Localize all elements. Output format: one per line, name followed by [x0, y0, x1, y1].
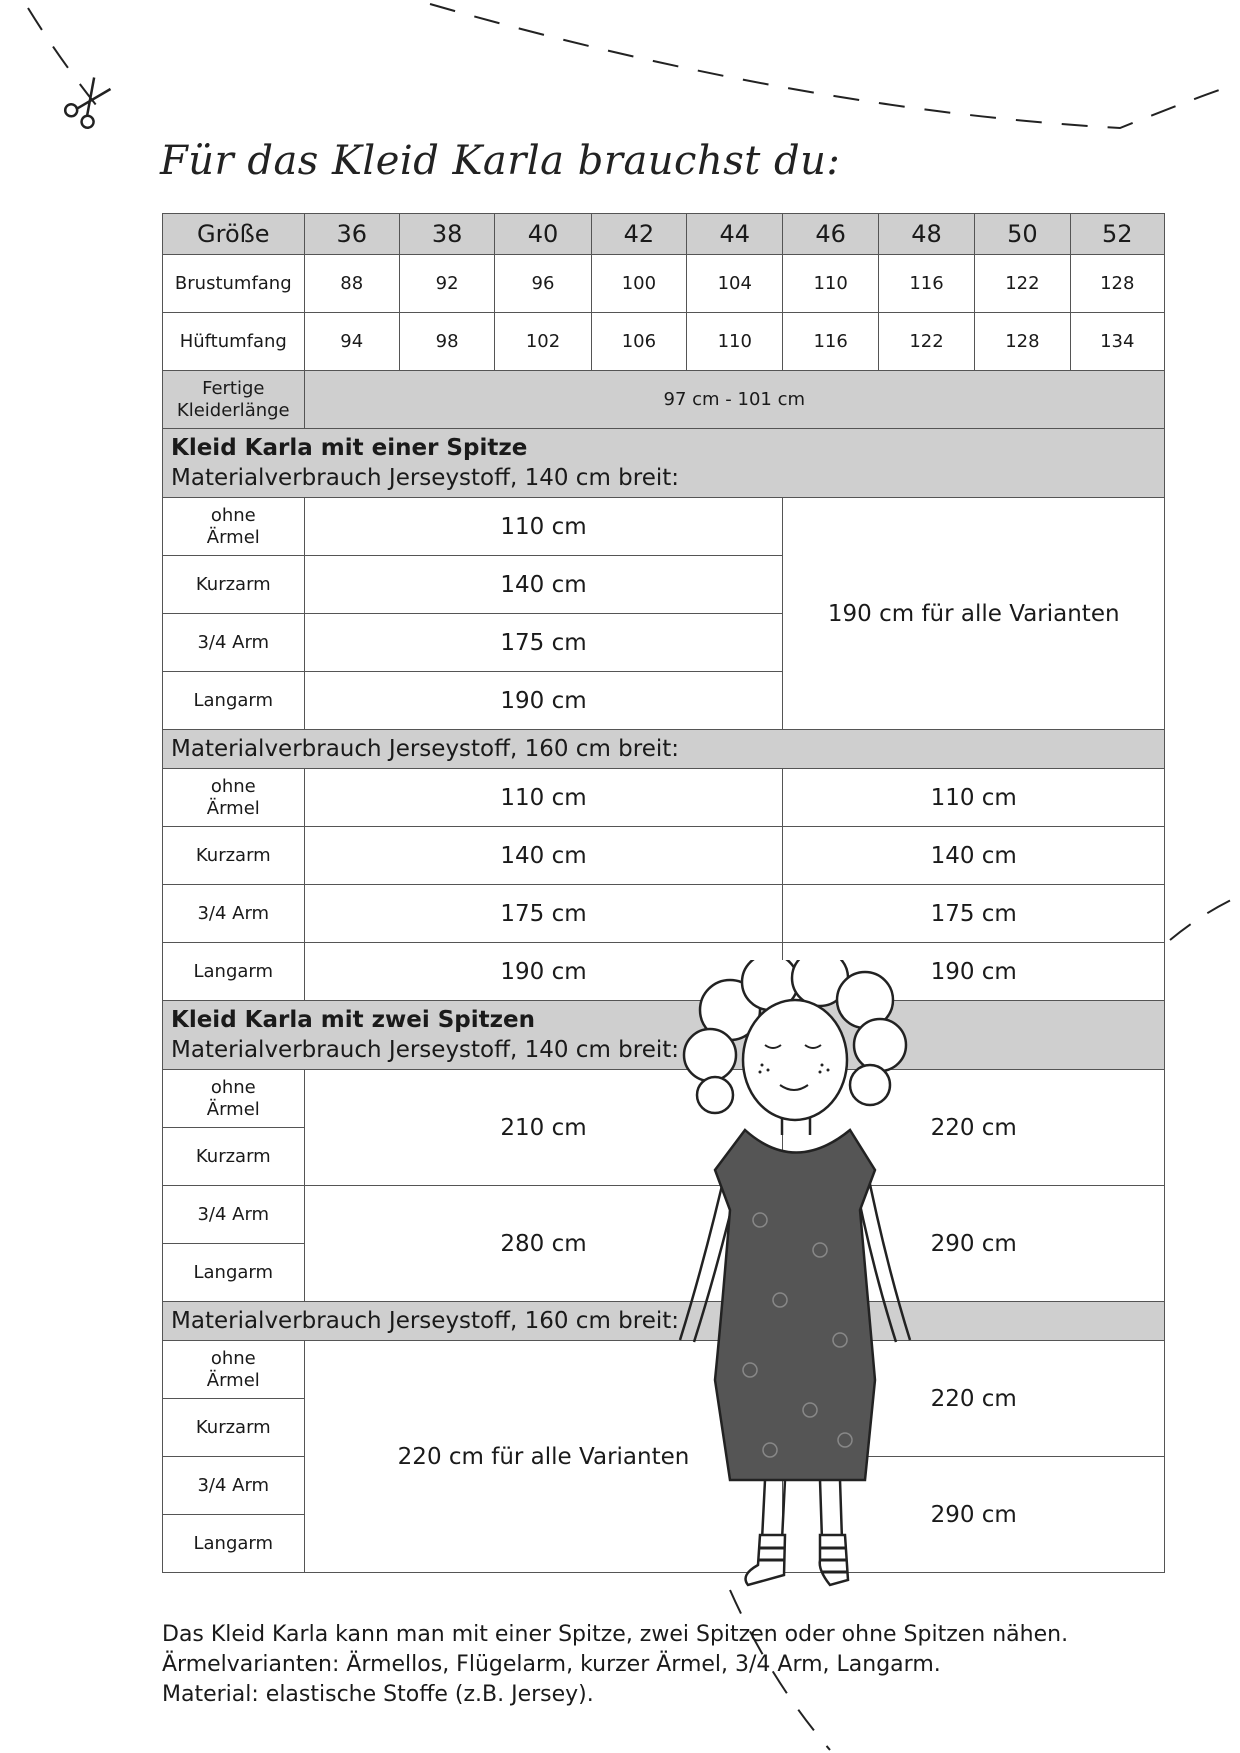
hip-value: 128 [975, 313, 1070, 371]
s1-160-row [163, 885, 1165, 943]
variant-label: Langarm [163, 672, 305, 730]
variant-label: Langarm [163, 943, 305, 1001]
length-row [163, 371, 1165, 429]
footer-line-2: Ärmelvarianten: Ärmellos, Flügelarm, kurzer Ärmel, 3/4 Arm, Langarm. [162, 1652, 941, 1677]
s2-160-left: 220 cm für alle Varianten [304, 1341, 783, 1573]
size-material-table [162, 213, 1165, 1573]
s1-160-left: 110 cm [304, 769, 783, 827]
variant-label: Kurzarm [163, 1128, 305, 1186]
variant-label: Langarm [163, 1515, 305, 1573]
size-header: 42 [591, 214, 686, 255]
variant-label: Kurzarm [163, 556, 305, 614]
s1-160-right: 140 cm [783, 827, 1165, 885]
size-header: 48 [878, 214, 974, 255]
s2-140-row [163, 1186, 1165, 1244]
s1-160-right: 110 cm [783, 769, 1165, 827]
variant-label: ohne Ärmel [163, 769, 305, 827]
s1-160-right: 190 cm [783, 943, 1165, 1001]
cut-line-left [28, 8, 100, 110]
s2-140-right-a: 220 cm [783, 1070, 1165, 1186]
s2-140-left-a: 210 cm [304, 1070, 783, 1186]
hip-value: 106 [591, 313, 686, 371]
dress-shape [715, 1130, 875, 1480]
bust-value: 96 [495, 255, 591, 313]
s2-140-left-b: 280 cm [304, 1186, 783, 1302]
scissors-icon [63, 74, 116, 130]
section1-sub140: Materialverbrauch Jerseystoff, 140 cm breit: [171, 465, 680, 491]
s1-sub160: Materialverbrauch Jerseystoff, 160 cm breit: [163, 730, 1165, 769]
variant-label: ohne Ärmel [163, 498, 305, 556]
s2-160-row [163, 1341, 1165, 1399]
hip-value: 94 [304, 313, 399, 371]
bust-value: 100 [591, 255, 686, 313]
variant-label: 3/4 Arm [163, 885, 305, 943]
variant-label: Kurzarm [163, 827, 305, 885]
variant-label: ohne Ärmel [163, 1341, 305, 1399]
s1-140-right: 190 cm für alle Varianten [783, 498, 1165, 730]
section2-header [163, 1001, 1165, 1070]
length-value: 97 cm - 101 cm [304, 371, 1164, 429]
size-header-row [163, 214, 1165, 255]
footer-line-3: Material: elastische Stoffe (z.B. Jersey). [162, 1682, 594, 1707]
s1-160-row [163, 769, 1165, 827]
hip-row [163, 313, 1165, 371]
s1-160-row [163, 943, 1165, 1001]
s1-140-value: 110 cm [304, 498, 783, 556]
s1-160-right: 175 cm [783, 885, 1165, 943]
bust-value: 92 [399, 255, 494, 313]
s1-140-value: 190 cm [304, 672, 783, 730]
cut-line-top [430, 4, 1225, 128]
row-label: Brustumfang [163, 255, 305, 313]
section2-sub140: Materialverbrauch Jerseystoff, 140 cm breit: [171, 1037, 680, 1063]
s2-140-row [163, 1070, 1165, 1128]
size-header: 44 [687, 214, 783, 255]
variant-label: 3/4 Arm [163, 1457, 305, 1515]
section1-title: Kleid Karla mit einer Spitze [171, 435, 528, 461]
hip-value: 116 [783, 313, 878, 371]
bust-value: 104 [687, 255, 783, 313]
s2-sub160-row [163, 1302, 1165, 1341]
s1-160-left: 175 cm [304, 885, 783, 943]
bust-row [163, 255, 1165, 313]
page-title: Für das Kleid Karla brauchst du: [160, 138, 841, 184]
s1-160-left: 190 cm [304, 943, 783, 1001]
size-header: 52 [1070, 214, 1164, 255]
bust-value: 88 [304, 255, 399, 313]
s1-160-row [163, 827, 1165, 885]
bust-value: 128 [1070, 255, 1164, 313]
s1-140-value: 175 cm [304, 614, 783, 672]
s2-sub160: Materialverbrauch Jerseystoff, 160 cm breit: [163, 1302, 1165, 1341]
cut-line-right [1170, 898, 1235, 940]
s1-160-left: 140 cm [304, 827, 783, 885]
variant-label: Kurzarm [163, 1399, 305, 1457]
footer-notes [162, 1620, 1068, 1710]
row-label: Hüftumfang [163, 313, 305, 371]
s1-sub160-row [163, 730, 1165, 769]
s2-160-right-a: 220 cm [783, 1341, 1165, 1457]
s1-140-value: 140 cm [304, 556, 783, 614]
bust-value: 122 [975, 255, 1070, 313]
s2-160-right-b: 290 cm [783, 1457, 1165, 1573]
hip-value: 102 [495, 313, 591, 371]
size-header: 40 [495, 214, 591, 255]
size-header-label: Größe [163, 214, 305, 255]
footer-line-1: Das Kleid Karla kann man mit einer Spitze, zwei Spitzen oder ohne Spitzen nähen. [162, 1622, 1069, 1647]
variant-label: Langarm [163, 1244, 305, 1302]
variant-label: 3/4 Arm [163, 614, 305, 672]
hip-value: 122 [878, 313, 974, 371]
length-label: Fertige Kleiderlänge [163, 371, 305, 429]
s1-140-row [163, 498, 1165, 556]
s2-140-right-b: 290 cm [783, 1186, 1165, 1302]
girl-illustration [670, 960, 950, 1600]
size-header: 36 [304, 214, 399, 255]
size-header: 50 [975, 214, 1070, 255]
size-header: 38 [399, 214, 494, 255]
hip-value: 134 [1070, 313, 1164, 371]
section1-header [163, 429, 1165, 498]
hip-value: 98 [399, 313, 494, 371]
variant-label: ohne Ärmel [163, 1070, 305, 1128]
hip-value: 110 [687, 313, 783, 371]
bust-value: 110 [783, 255, 878, 313]
bust-value: 116 [878, 255, 974, 313]
section2-title: Kleid Karla mit zwei Spitzen [171, 1007, 536, 1033]
variant-label: 3/4 Arm [163, 1186, 305, 1244]
size-header: 46 [783, 214, 878, 255]
